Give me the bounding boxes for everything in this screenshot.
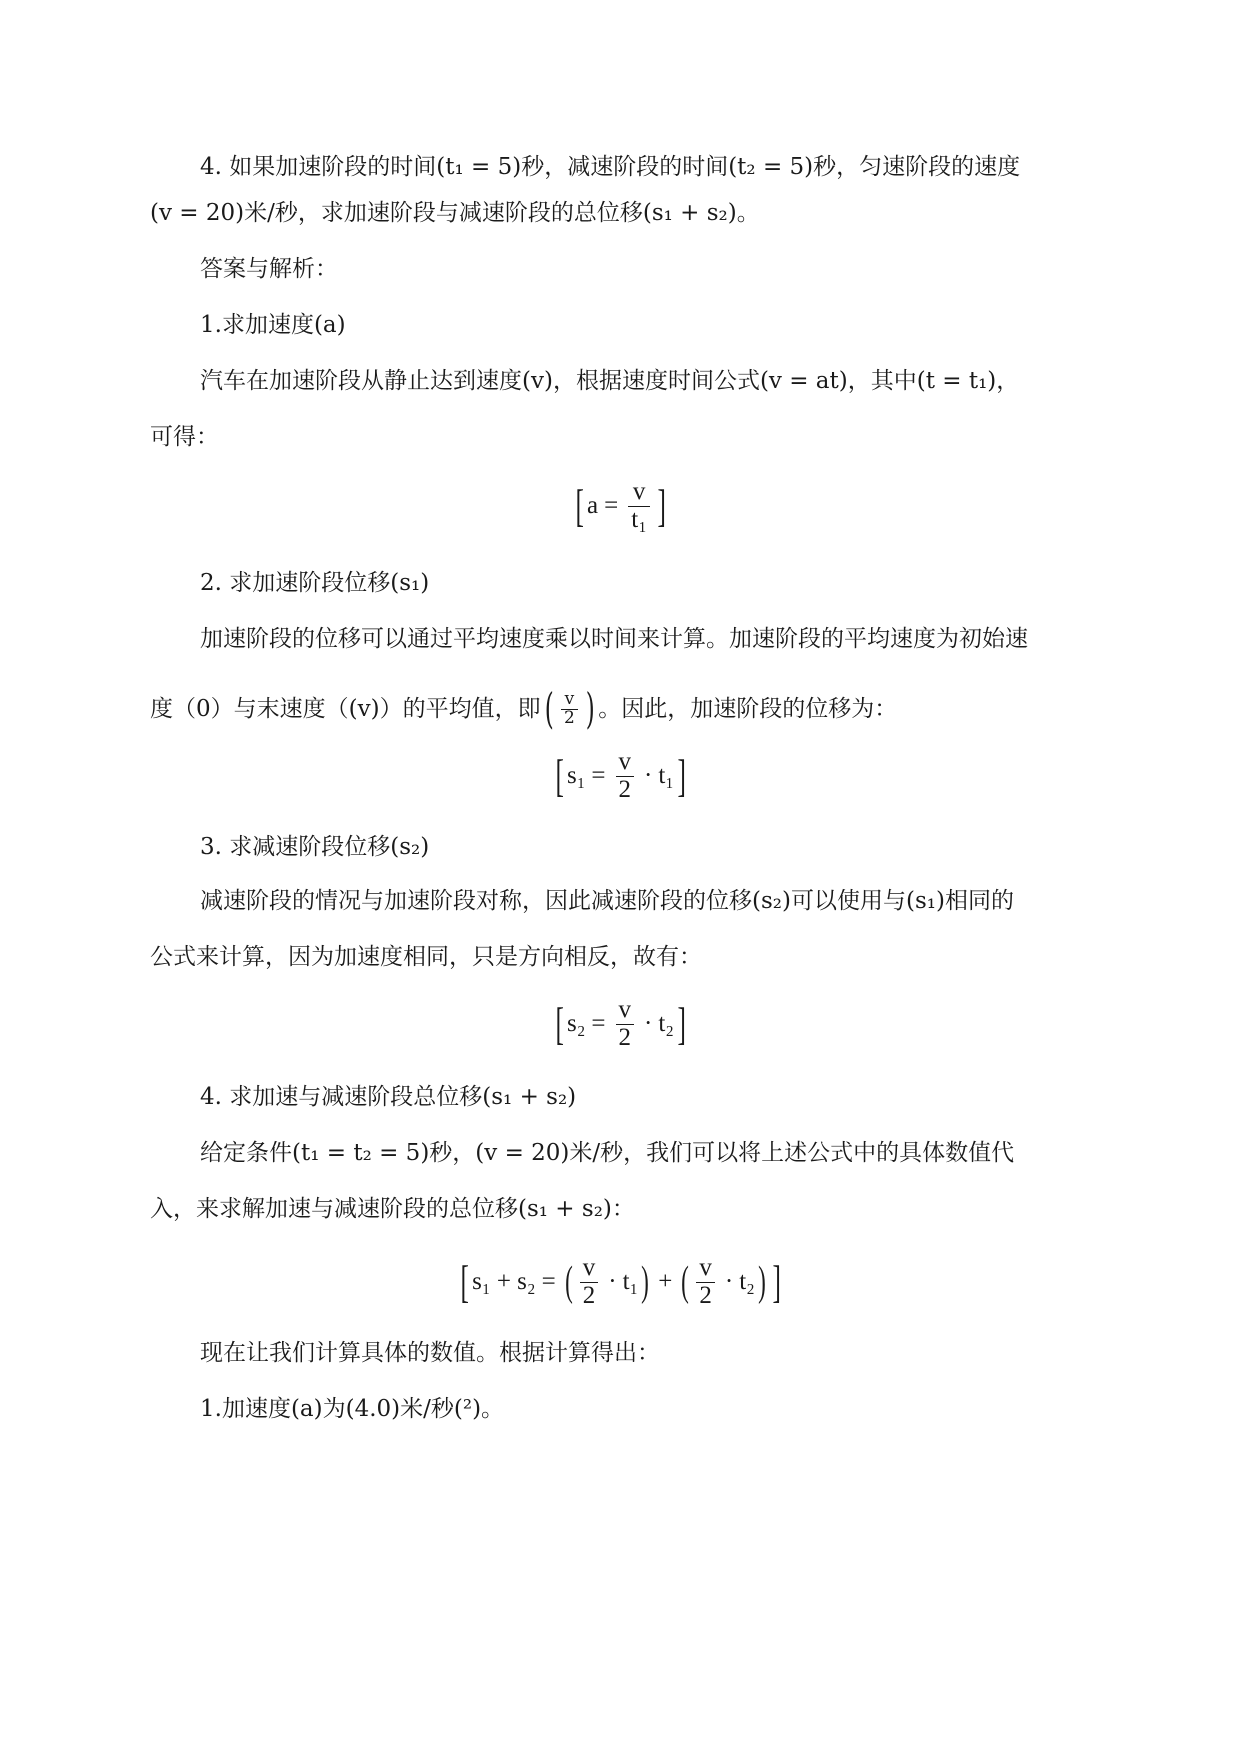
section-2-para-line-1: 加速阶段的位移可以通过平均速度乘以时间来计算。加速阶段的平均速度为初始速 [200, 626, 1028, 652]
section-2-text-b: 。因此，加速阶段的位移为： [598, 696, 898, 722]
section-4-para-line-1: 给定条件(t₁ = t₂ = 5)秒，(v = 20)米/秒，我们可以将上述公式中的具体数值代 [200, 1140, 1015, 1166]
eq-lhs: s₂ [566, 1010, 586, 1037]
eq-time: t₂ [658, 1010, 675, 1037]
section-3-title: 3. 求减速阶段位移(s₂) [200, 834, 430, 860]
question-4-line-2: (v = 20)米/秒，求加速阶段与减速阶段的总位移(s₁ + s₂)。 [150, 200, 760, 226]
section-4-para-line-2: 入，来求解加速与减速阶段的总位移(s₁ + s₂)： [150, 1196, 635, 1222]
question-4-line-1: 4. 如果加速阶段的时间(t₁ = 5)秒，减速阶段的时间(t₂ = 5)秒，匀速阶段的速度 [200, 154, 1021, 180]
eq-time-2: t₂ [739, 1268, 755, 1295]
inline-numerator: v [564, 688, 575, 709]
eq-time: t₁ [658, 762, 675, 789]
eq-denominator: 2 [616, 1024, 635, 1051]
eq-lhs: s₁ + s₂ [472, 1268, 536, 1295]
section-2-text-a: 度（0）与末速度（(v)）的平均值，即 [150, 696, 541, 722]
section-1-title: 1.求加速度(a) [200, 312, 346, 338]
section-2-title: 2. 求加速阶段位移(s₁) [200, 570, 430, 596]
section-1-para-line-1: 汽车在加速阶段从静止达到速度(v)，根据速度时间公式(v = at)，其中(t = t₁)， [200, 368, 1020, 394]
section-3-para-line-2: 公式来计算，因为加速度相同，只是方向相反，故有： [150, 944, 702, 970]
eq-numerator: v [632, 478, 646, 506]
eq-numerator: v [618, 748, 632, 776]
eq-fraction [616, 749, 635, 803]
eq-denominator: 2 [616, 776, 635, 803]
eq-denominator: t₁ [628, 506, 650, 533]
result-1: 1.加速度(a)为(4.0)米/秒(²)。 [200, 1396, 505, 1422]
eq-numerator: v [582, 1254, 596, 1282]
eq-denominator: 2 [580, 1282, 599, 1309]
equation-acceleration: [ a = $\frac{v}{\text{t₁}}$ ] [575, 478, 666, 533]
eq-fraction [628, 479, 650, 533]
eq-time-1: t₁ [622, 1268, 639, 1295]
eq-numerator: v [699, 1254, 712, 1282]
equation-total: [ s₁ + s₂ = ( $\frac{v}{2}$ · t₁ ) + ( $\frac{v}{2}$ · t₂ ) ] [460, 1254, 781, 1309]
eq-denominator: 2 [696, 1282, 715, 1309]
equation-s2: [ s₂ = $\frac{v}{2}$ · t₂ ] [555, 996, 686, 1051]
eq-fraction-1 [580, 1255, 599, 1309]
calculation-intro: 现在让我们计算具体的数值。根据计算得出： [200, 1340, 660, 1366]
equation-s1: [ s₁ = $\frac{v}{2}$ · t₁ ] [555, 748, 686, 803]
eq-numerator: v [618, 996, 632, 1024]
section-4-title: 4. 求加速与减速阶段总位移(s₁ + s₂) [200, 1084, 577, 1110]
eq-fraction [616, 997, 635, 1051]
section-3-para-line-1: 减速阶段的情况与加速阶段对称，因此减速阶段的位移(s₂)可以使用与(s₁)相同的 [200, 888, 1014, 914]
eq-fraction-2 [696, 1255, 715, 1309]
inline-fraction [561, 688, 578, 728]
eq-lhs: s₁ [566, 762, 586, 789]
inline-denominator: 2 [561, 709, 578, 728]
answer-heading: 答案与解析： [200, 256, 338, 282]
section-1-para-line-2: 可得： [150, 424, 219, 450]
section-2-para-line-2: 度（0）与末速度（(v)）的平均值，即 ( $\frac{v}{2}$ ) 。因此，加速阶段的位移为： [150, 684, 898, 733]
eq-lhs: a [587, 492, 599, 519]
